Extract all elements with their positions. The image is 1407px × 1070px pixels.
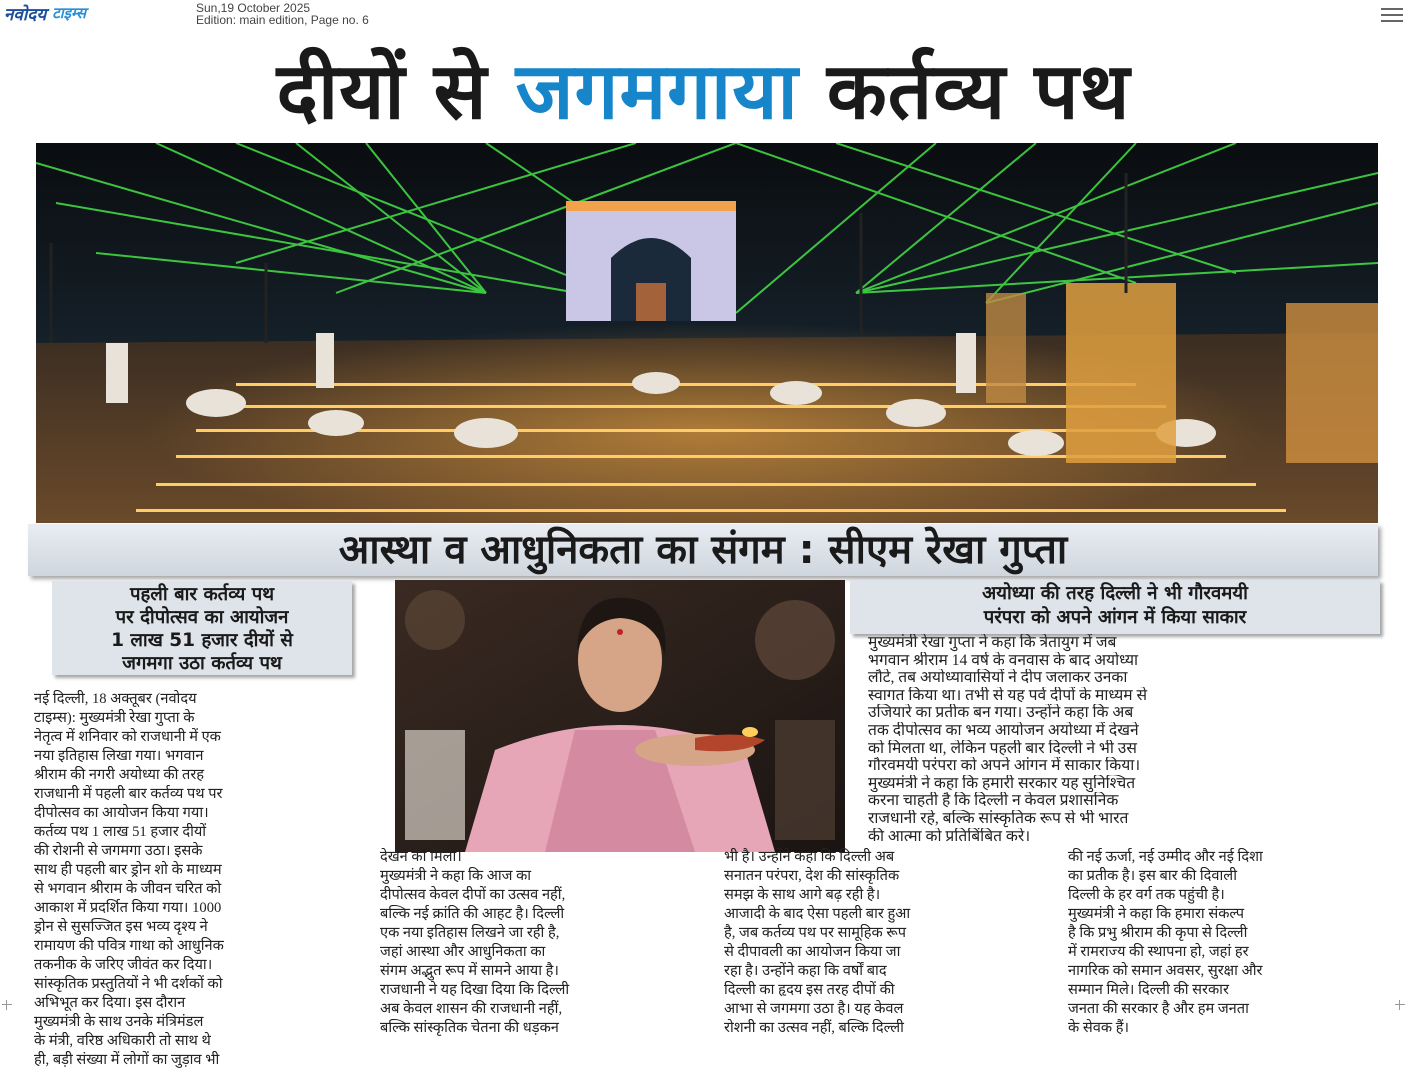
text-line: नागरिक को समान अवसर, सुरक्षा और [1068,963,1263,979]
text-line: सांस्कृतिक प्रस्तुतियों ने भी दर्शकों को [34,976,223,992]
text-line: मुख्यमंत्री ने कहा कि हमारा संकल्प [1068,906,1244,922]
text-line: टाइम्स): मुख्यमंत्री रेखा गुप्ता के [34,710,195,726]
text-line: आभा से जगमगा उठा है। यह केवल [724,1001,904,1017]
text-line: कर्तव्य पथ 1 लाख 51 हजार दीयों [34,824,207,840]
text-line: के मंत्री, वरिष्ठ अधिकारी तो साथ थे [34,1033,211,1049]
text-line: की रोशनी से जगमगा उठा। इसके [34,843,203,859]
text-line: लौटे, तब अयोध्यावासियों ने दीप जलाकर उनका [868,669,1128,687]
text-line: श्रीराम की नगरी अयोध्या की तरह [34,767,205,783]
bottom-column-3 [1068,848,1380,1038]
text-line: नया इतिहास लिखा गया। भगवान [34,748,204,764]
highlight-line: पर दीपोत्सव का आयोजन [115,607,289,628]
sub-headline: आस्था व आधुनिकता का संगम : सीएम रेखा गुप्ता [28,524,1378,576]
bottom-column-2 [724,848,1036,1038]
text-line: साथ ही पहली बार ड्रोन शो के माध्यम [34,862,222,878]
kartavya-path-photo [36,143,1378,523]
left-article-column [34,690,348,1070]
newspaper-logo[interactable] [4,2,190,24]
text-line: मुख्यमंत्री ने कहा कि आज का [380,868,532,884]
text-line: है कि प्रभु श्रीराम की कृपा से दिल्ली [1068,925,1248,941]
text-line: एक नया इतिहास लिखने जा रही है, [380,925,560,941]
text-line: समझ के साथ आगे बढ़ रही है। [724,887,881,903]
text-line: मुख्यमंत्री रेखा गुप्ता ने कहा कि त्रेतायुग में जब [868,634,1117,651]
text-line: दीपोत्सव का आयोजन किया गया। [34,805,209,821]
headline-part1: दीयों से [276,47,516,137]
highlight-line: अयोध्या की तरह दिल्ली ने भी गौरवमयी [982,583,1248,604]
text-line: तकनीक के जरिए जीवंत कर दिया। [34,957,213,973]
text-line: नई दिल्ली, 18 अक्तूबर (नवोदय [34,691,197,707]
text-line: में रामराज्य की स्थापना हो, जहां हर [1068,944,1249,960]
page-headline [0,44,1407,140]
text-line: देखने को मिला। [380,849,462,865]
text-line: नेतृत्व में शनिवार को राजधानी में एक [34,729,221,745]
text-line: तक दीपोत्सव का भव्य आयोजन अयोध्या में देखने [868,721,1139,739]
text-line: की आत्मा को प्रतिबिंबित करे। [868,827,1031,845]
edition-info: Edition: main edition, Page no. 6 [196,13,369,27]
text-line: जहां आस्था और आधुनिकता का [380,944,546,960]
portrait-illustration [395,580,845,852]
hamburger-menu-icon[interactable] [1381,4,1403,24]
crop-mark-icon [1395,1000,1405,1010]
text-line: बल्कि नई क्रांति की आहट है। दिल्ली [380,906,565,922]
text-line: राजधानी में पहली बार कर्तव्य पथ पर [34,786,223,802]
text-line: अब केवल शासन की राजधानी नहीं, [380,1001,563,1017]
text-line: मुख्यमंत्री ने कहा कि हमारी सरकार यह सुनिश्चित [868,774,1136,792]
highlight-line: 1 लाख 51 हजार दीयों से [111,630,293,651]
issue-date: Sun,19 October 2025 [196,1,311,15]
text-line: से दीपावली का आयोजन किया जा [724,944,901,960]
text-line: आजादी के बाद ऐसा पहली बार हुआ [724,906,911,922]
text-line: उजियारे का प्रतीक बन गया। उन्होंने कहा कि अब [868,704,1134,722]
text-line: गौरवमयी परंपरा को अपने आंगन में साकार किया। [868,757,1141,775]
left-highlight-box [52,581,352,675]
text-line: राजधानी ने यह दिखा दिया कि दिल्ली [380,982,570,998]
text-line: करना चाहती है कि दिल्ली न केवल प्रशासनिक [868,792,1119,810]
text-line: दीपोत्सव केवल दीपों का उत्सव नहीं, [380,887,566,903]
text-line: अभिभूत कर दिया। इस दौरान [34,995,186,1011]
text-line: से भगवान श्रीराम के जीवन चरित को [34,881,222,897]
text-line: को मिलता था, लेकिन पहली बार दिल्ली ने भी उस [868,739,1137,757]
text-line: सनातन परंपरा, देश की सांस्कृतिक [724,868,900,884]
text-line: राजधानी रहे, बल्कि सांस्कृतिक रूप से भी भारत [868,809,1129,827]
text-line: की नई ऊर्जा, नई उम्मीद और नई दिशा [1068,849,1263,865]
text-line: संगम अद्भुत रूप में सामने आया है। [380,963,559,979]
right-article-column [868,634,1354,845]
chief-minister-portrait-photo [395,580,845,852]
text-line: दिल्ली के हर वर्ग तक पहुंची है। [1068,887,1225,903]
text-line: आकाश में प्रदर्शित किया गया। 1000 [34,900,222,916]
text-line: ड्रोन से सुसज्जित इस भव्य दृश्य ने [34,919,208,935]
headline-part3: कर्तव्य पथ [798,47,1131,137]
text-line: है, जब कर्तव्य पथ पर सामूहिक रूप [724,925,907,941]
text-line: भी है। उन्होंने कहा कि दिल्ली अब [724,849,895,865]
photo-illustration [36,143,1378,523]
highlight-line: पहली बार कर्तव्य पथ [129,584,275,605]
highlight-line: जगमगा उठा कर्तव्य पथ [122,653,282,674]
bottom-column-1 [380,848,693,1038]
text-line: रामायण की पवित्र गाथा को आधुनिक [34,938,224,954]
text-line: रहा है। उन्होंने कहा कि वर्षों बाद [724,963,887,979]
text-line: मुख्यमंत्री के साथ उनके मंत्रिमंडल [34,1014,204,1030]
text-line: बल्कि सांस्कृतिक चेतना की धड़कन [380,1020,559,1036]
text-line: रोशनी का उत्सव नहीं, बल्कि दिल्ली [724,1020,904,1036]
crop-mark-icon [2,1000,12,1010]
text-line: भगवान श्रीराम 14 वर्ष के वनवास के बाद अयोध्या [868,651,1139,669]
right-highlight-box [850,580,1380,634]
headline-part2: जगमगाया [515,47,799,137]
text-line: के सेवक हैं। [1068,1020,1129,1036]
logo-part2: टाइम्स [52,4,87,22]
text-line: दिल्ली का हृदय इस तरह दीपों की [724,982,895,998]
highlight-line: परंपरा को अपने आंगन में किया साकार [983,607,1247,628]
text-line: सम्मान मिले। दिल्ली की सरकार [1068,982,1229,998]
logo-part1: नवोदय [4,4,47,25]
text-line: स्वागत किया था। तभी से यह पर्व दीपों के माध्यम से [868,686,1148,704]
text-line: जनता की सरकार है और हम जनता [1068,1001,1249,1017]
text-line: ही, बड़ी संख्या में लोगों का जुड़ाव भी [34,1052,220,1068]
text-line: का प्रतीक है। इस बार की दिवाली [1068,868,1237,884]
